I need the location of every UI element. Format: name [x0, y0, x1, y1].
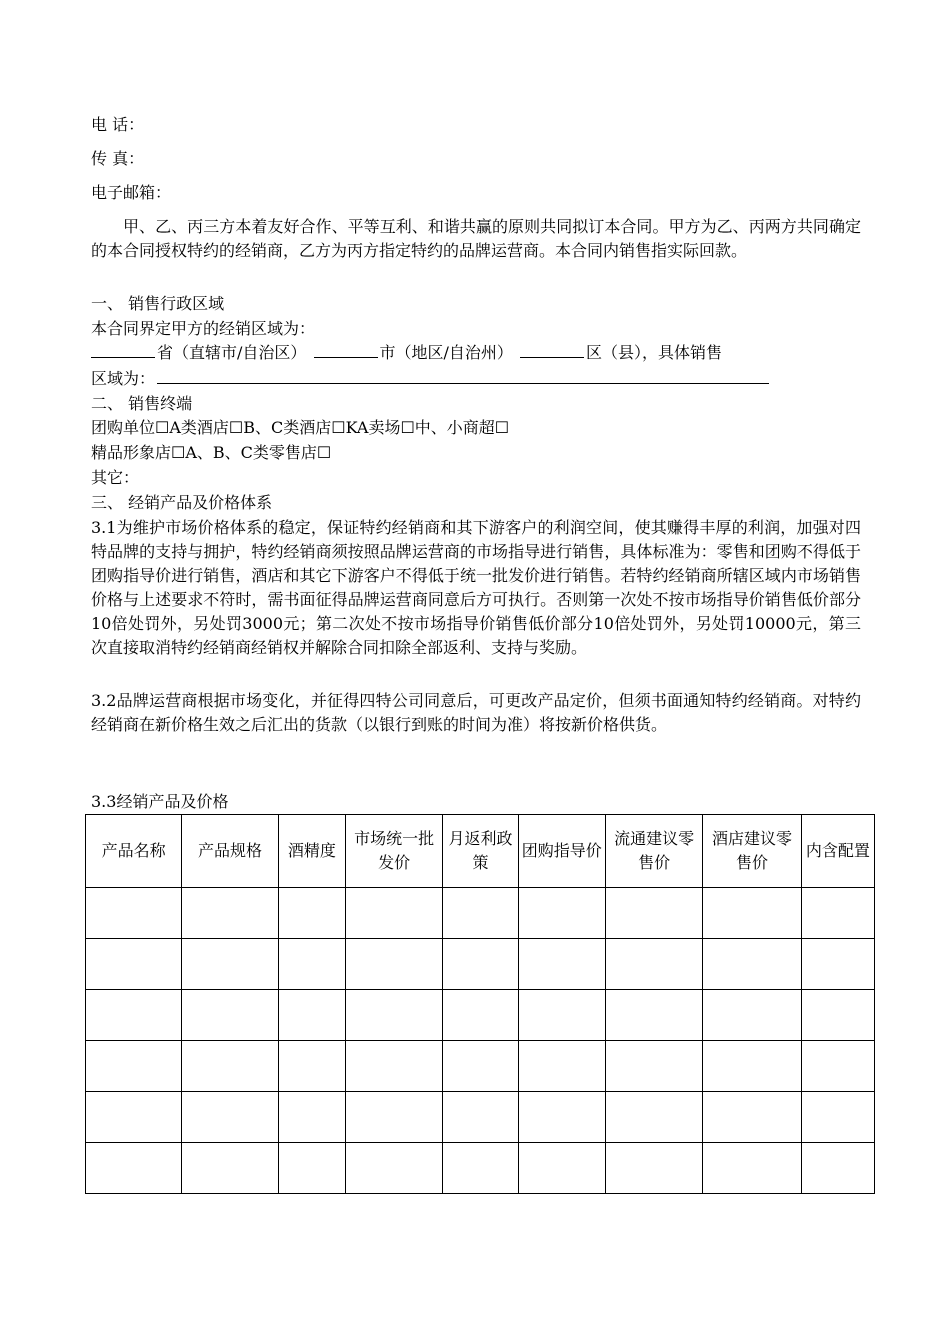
- table-cell[interactable]: [86, 1092, 182, 1143]
- table-cell[interactable]: [345, 990, 442, 1041]
- table-cell[interactable]: [801, 1143, 874, 1194]
- table-cell[interactable]: [443, 939, 518, 990]
- table-cell[interactable]: [443, 1041, 518, 1092]
- table-cell[interactable]: [182, 1143, 278, 1194]
- table-cell[interactable]: [703, 990, 801, 1041]
- district-suffix: 区（县），具体销售: [586, 343, 723, 362]
- region-intro: 本合同界定甲方的经销区域为：: [91, 319, 316, 338]
- province-suffix: 省（直辖市/自治区）: [157, 343, 307, 362]
- section1-heading: 一、 销售行政区域: [91, 294, 225, 313]
- table-cell[interactable]: [182, 1041, 278, 1092]
- table-cell[interactable]: [86, 888, 182, 939]
- table-row: [86, 1041, 875, 1092]
- region-line: [91, 341, 861, 365]
- header-product-spec: 产品规格: [182, 815, 278, 888]
- terminal-other: 其它：: [91, 468, 140, 487]
- section2-heading: 二、 销售终端: [91, 394, 193, 413]
- province-blank[interactable]: [91, 341, 155, 358]
- table-cell[interactable]: [605, 1092, 702, 1143]
- table-cell[interactable]: [801, 990, 874, 1041]
- clause-3-2: 3.2品牌运营商根据市场变化，并征得四特公司同意后，可更改产品定价，但须书面通知特约经销商。对特约经销商在新价格生效之后汇出的货款（以银行到账的时间为准）将按新价格供货。: [91, 691, 861, 734]
- clause-3-3-title: 3.3经销产品及价格: [91, 792, 229, 811]
- header-group-price: 团购指导价: [518, 815, 605, 888]
- header-alcohol: 酒精度: [278, 815, 345, 888]
- table-cell[interactable]: [518, 888, 605, 939]
- table-cell[interactable]: [86, 1143, 182, 1194]
- section3-heading: 三、 经销产品及价格体系: [91, 493, 273, 512]
- district-blank[interactable]: [520, 341, 584, 358]
- table-cell[interactable]: [443, 1092, 518, 1143]
- table-cell[interactable]: [86, 939, 182, 990]
- table-cell[interactable]: [278, 888, 345, 939]
- terminal-line-1: 团购单位☐A类酒店☐B、C类酒店☐KA卖场☐中、小商超☐: [91, 418, 510, 437]
- table-cell[interactable]: [801, 1041, 874, 1092]
- table-cell[interactable]: [605, 888, 702, 939]
- table-row: [86, 1143, 875, 1194]
- table-cell[interactable]: [345, 1092, 442, 1143]
- header-product-name: 产品名称: [86, 815, 182, 888]
- table-cell[interactable]: [443, 990, 518, 1041]
- table-cell[interactable]: [703, 1041, 801, 1092]
- city-blank[interactable]: [314, 341, 378, 358]
- table-cell[interactable]: [518, 939, 605, 990]
- terminal-line-2: 精品形象店☐A、B、C类零售店☐: [91, 443, 332, 462]
- table-cell[interactable]: [605, 990, 702, 1041]
- table-cell[interactable]: [278, 990, 345, 1041]
- table-cell[interactable]: [518, 1143, 605, 1194]
- table-cell[interactable]: [605, 939, 702, 990]
- area-line: [91, 367, 861, 391]
- table-cell[interactable]: [86, 990, 182, 1041]
- header-hotel-price: 酒店建议零售价: [703, 815, 801, 888]
- table-cell[interactable]: [703, 1092, 801, 1143]
- table-cell[interactable]: [801, 888, 874, 939]
- table-cell[interactable]: [278, 1143, 345, 1194]
- fax-label: 传 真：: [91, 149, 145, 168]
- area-blank[interactable]: [157, 367, 769, 384]
- city-suffix: 市（地区/自治州）: [379, 343, 513, 362]
- products-table: [85, 814, 875, 1194]
- table-row: [86, 888, 875, 939]
- table-body: [86, 888, 875, 1194]
- table-cell[interactable]: [345, 888, 442, 939]
- table-cell[interactable]: [703, 1143, 801, 1194]
- table-row: [86, 990, 875, 1041]
- table-cell[interactable]: [443, 1143, 518, 1194]
- email-label: 电子邮箱：: [91, 183, 172, 202]
- table-cell[interactable]: [443, 888, 518, 939]
- table-cell[interactable]: [518, 1041, 605, 1092]
- header-retail-price: 流通建议零售价: [605, 815, 702, 888]
- table-cell[interactable]: [703, 888, 801, 939]
- header-monthly-rebate: 月返利政策: [443, 815, 518, 888]
- area-label: 区域为：: [91, 369, 156, 388]
- table-row: [86, 939, 875, 990]
- table-cell[interactable]: [182, 939, 278, 990]
- table-cell[interactable]: [86, 1041, 182, 1092]
- clause-3-1: 3.1为维护市场价格体系的稳定，保证特约经销商和其下游客户的利润空间，使其赚得丰厚的利润，加强对四特品牌的支持与拥护，特约经销商须按照品牌运营商的市场指导进行销售，具体标准为：零售和团购不得低于团购指导价进行销售，酒店和其它下游客户不得低于统一批发价进行销售。若特约经销商所辖区域内市场销售价格与上述要求不符时，需书面征得品牌运营商同意后方可执行。否则第一次处不按市场指导价销售低价部分10倍处罚外，另处罚3000元；第二次处不按市场指导价销售低价部分10倍处罚外，另处罚10000元，第三次直接取消特约经销商经销权并解除合同扣除全部返利、支持与奖励。: [91, 518, 861, 657]
- phone-label: 电 话：: [91, 115, 145, 134]
- table-cell[interactable]: [182, 990, 278, 1041]
- table-cell[interactable]: [518, 1092, 605, 1143]
- table-cell[interactable]: [605, 1143, 702, 1194]
- table-header-row: [86, 815, 875, 888]
- table-cell[interactable]: [345, 1041, 442, 1092]
- table-cell[interactable]: [605, 1041, 702, 1092]
- table-cell[interactable]: [345, 1143, 442, 1194]
- table-cell[interactable]: [182, 888, 278, 939]
- table-cell[interactable]: [278, 1092, 345, 1143]
- header-wholesale-price: 市场统一批发价: [345, 815, 442, 888]
- table-cell[interactable]: [801, 1092, 874, 1143]
- table-cell[interactable]: [703, 939, 801, 990]
- table-cell[interactable]: [518, 990, 605, 1041]
- intro-paragraph: 甲、乙、丙三方本着友好合作、平等互利、和谐共赢的原则共同拟订本合同。甲方为乙、丙两方共同确定的本合同授权特约的经销商，乙方为丙方指定特约的品牌运营商。本合同内销售指实际回款。: [91, 217, 861, 260]
- header-config: 内含配置: [801, 815, 874, 888]
- table-cell[interactable]: [278, 939, 345, 990]
- table-cell[interactable]: [182, 1092, 278, 1143]
- table-cell[interactable]: [801, 939, 874, 990]
- table-row: [86, 1092, 875, 1143]
- table-cell[interactable]: [278, 1041, 345, 1092]
- table-cell[interactable]: [345, 939, 442, 990]
